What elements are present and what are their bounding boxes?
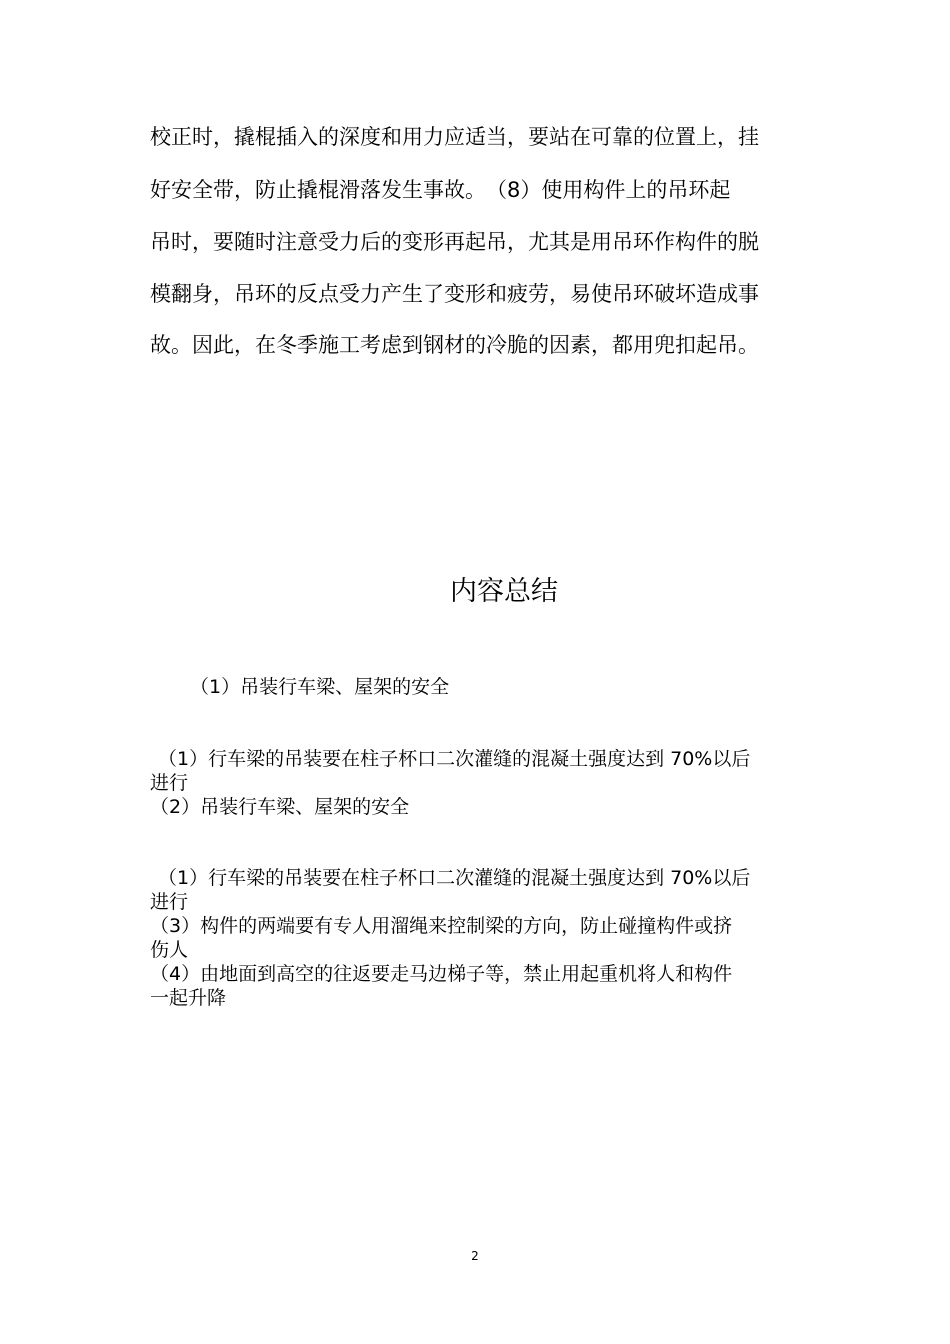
paragraph-line: 好安全带，防止撬棍滑落发生事故。 （8）使用构件上的吊环起 xyxy=(150,178,731,202)
summary-line: （1）行车梁的吊装要在柱子杯口二次灌缝的混凝土强度达到 70%以后 xyxy=(158,748,751,770)
paragraph-line: 模翻身，吊环的反点受力产生了变形和疲劳，易使吊环破坏造成事 xyxy=(150,282,759,306)
paragraph-line: 故。因此，在冬季施工考虑到钢材的冷脆的因素，都用兜扣起吊。 xyxy=(150,333,759,357)
summary-line: （1）行车梁的吊装要在柱子杯口二次灌缝的混凝土强度达到 70%以后 xyxy=(158,867,751,889)
paragraph-line: 吊时，要随时注意受力后的变形再起吊，尤其是用吊环作构件的脱 xyxy=(150,230,759,254)
summary-title: 内容总结 xyxy=(450,576,558,607)
summary-line: 一起升降 xyxy=(150,987,227,1009)
summary-line: 伤人 xyxy=(150,939,189,961)
summary-line: （3）构件的两端要有专人用溜绳来控制梁的方向，防止碰撞构件或挤 xyxy=(150,915,733,937)
summary-line: （4）由地面到高空的往返要走马边梯子等，禁止用起重机将人和构件 xyxy=(150,963,733,985)
summary-line: 进行 xyxy=(150,772,189,794)
page-number: 2 xyxy=(471,1249,479,1263)
paragraph-line: 校正时，撬棍插入的深度和用力应适当，要站在可靠的位置上，挂 xyxy=(150,125,759,149)
summary-line: （2）吊装行车梁、屋架的安全 xyxy=(150,796,410,818)
summary-line: 进行 xyxy=(150,891,189,913)
summary-line: （1）吊装行车梁、屋架的安全 xyxy=(190,676,450,698)
